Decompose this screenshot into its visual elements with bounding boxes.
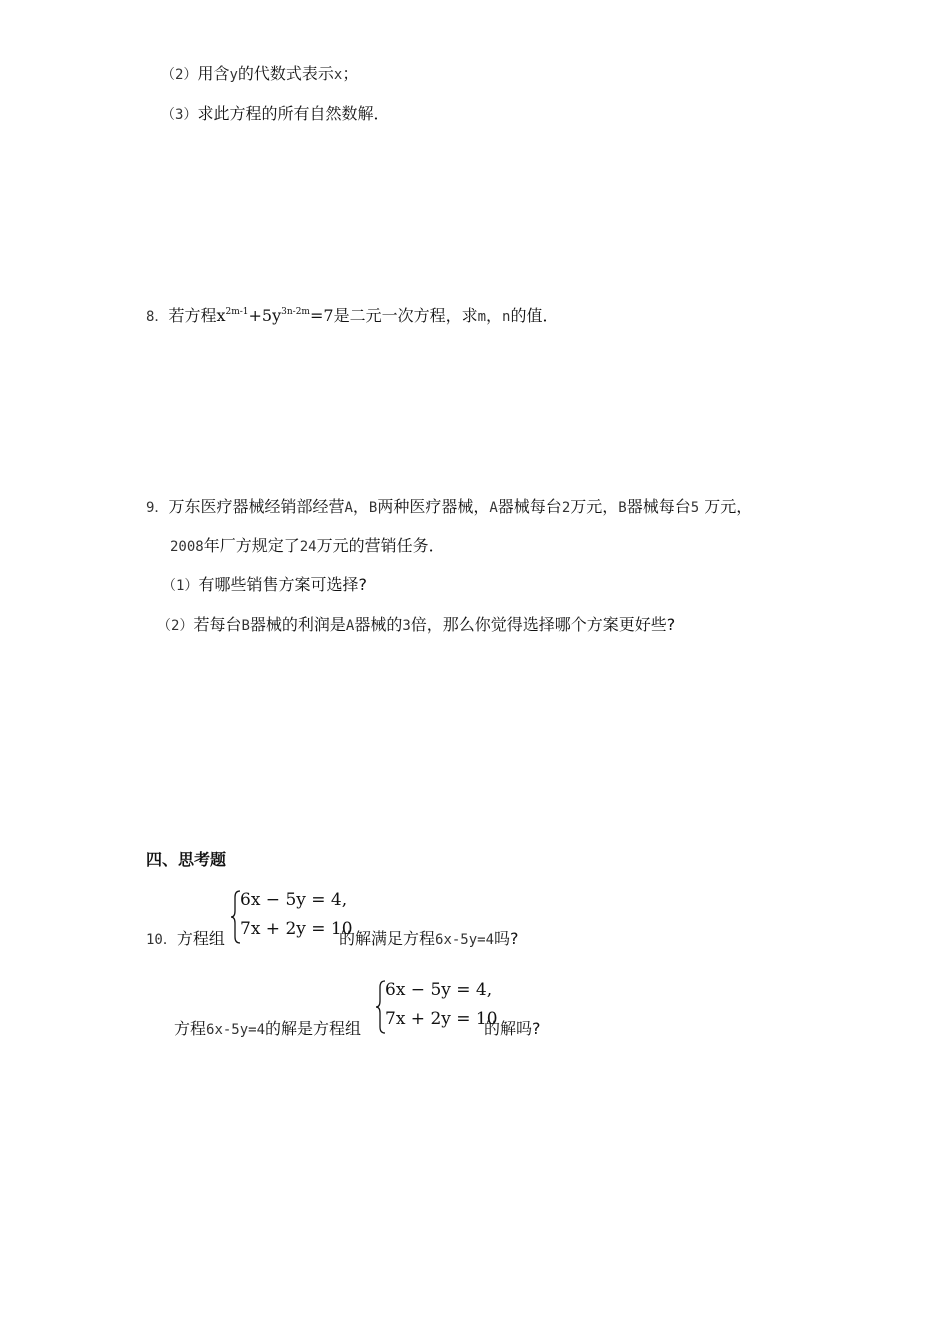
q7-sub2: （2）用含y的代数式表示x； xyxy=(161,64,359,83)
q9-sub1: （1）有哪些销售方案可选择? xyxy=(162,575,367,594)
equation-system-1 xyxy=(230,889,353,945)
q9-sub2: （2）若每台B器械的利润是A器械的3倍，那么你觉得选择哪个方案更好些? xyxy=(157,615,676,634)
q7-sub3: （3）求此方程的所有自然数解． xyxy=(161,104,390,123)
q9-line1: 9．万东医疗器械经销部经营A，B两种医疗器械，A器械每台2万元，B器械每台5 万元， xyxy=(146,497,753,516)
q8: 8．若方程$x^{2m-1}+5y^{3n-2m}=7$是二元一次方程，求m，n的值． xyxy=(146,306,559,325)
q10-line2-end: 的解吗? xyxy=(484,1019,541,1038)
q10-line2: 方程6x-5y=4的解是方程组 xyxy=(174,1019,362,1038)
section-heading: 四、思考题 xyxy=(146,850,227,869)
q10-label: 10．方程组 xyxy=(146,929,225,948)
equation-system-2 xyxy=(375,979,498,1035)
equation-2: 7x + 2y = 10 xyxy=(385,1009,498,1029)
equation-2: 7x + 2y = 10 xyxy=(240,919,353,939)
q10-line1-rest: 的解满足方程6x-5y=4吗? xyxy=(339,929,519,948)
equation-1: 6x − 5y = 4, xyxy=(240,890,348,910)
q9-line2: 2008年厂方规定了24万元的营销任务． xyxy=(170,536,445,555)
equation-1: 6x − 5y = 4, xyxy=(385,980,493,1000)
